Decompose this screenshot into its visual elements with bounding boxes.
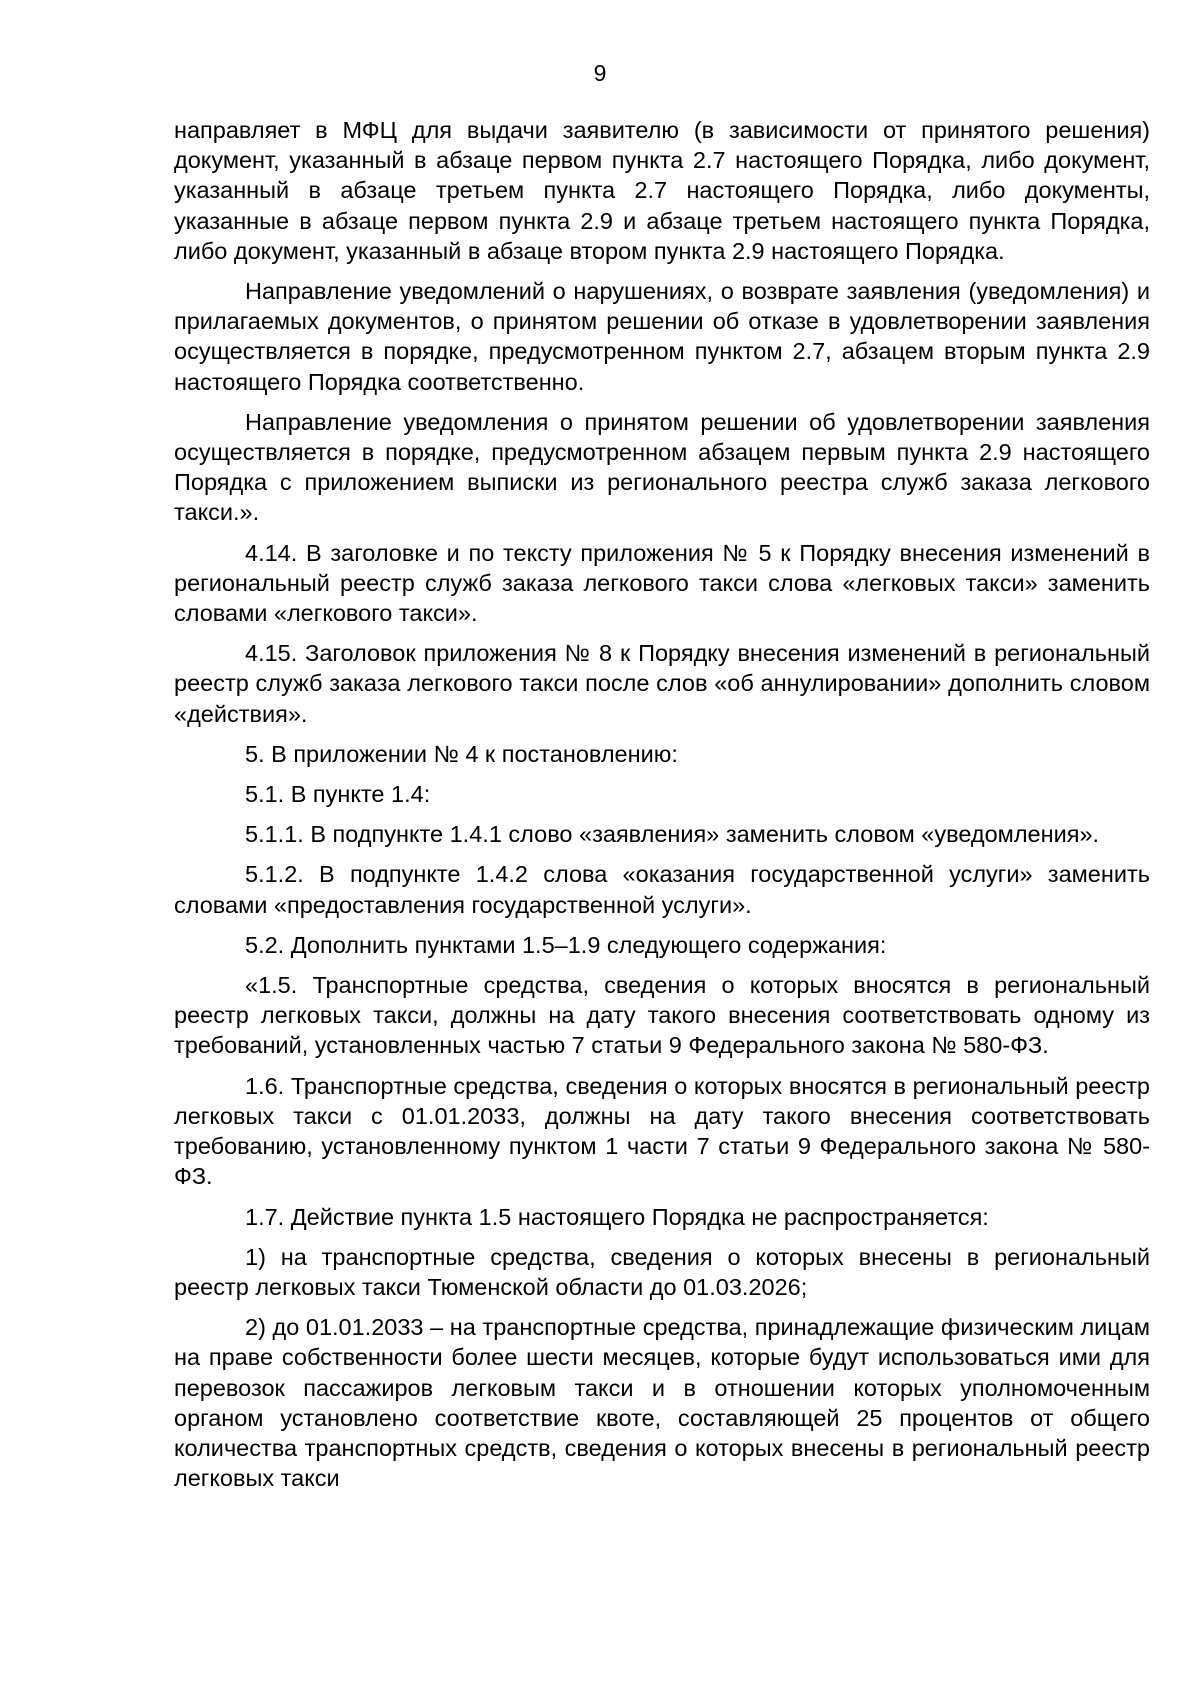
paragraph: 1.6. Транспортные средства, сведения о которых вносятся в региональный реестр легковых такси с 01.01.2033, должны на дату такого внесения соответствовать требованию, установленному пунктом 1 части 7 статьи 9 Федерального закона № 580-ФЗ. xyxy=(174,1072,1150,1190)
paragraph: 5.1.1. В подпункте 1.4.1 слово «заявления» заменить словом «уведомления». xyxy=(245,821,1100,848)
paragraph: 2) до 01.01.2033 – на транспортные средства, принадлежащие физическим лицам на праве собственности более шести месяцев, которые будут использоваться ими для перевозок пассажиров легковым такси и в отношении которых уполномоченным органом установлено соответствие квоте, составляющей 25 процентов от общего количества транспортных средств, сведения о которых внесены в региональный реестр легковых такси xyxy=(174,1314,1150,1492)
paragraph: 4.15. Заголовок приложения № 8 к Порядку внесения изменений в региональный реестр служб заказа легкового такси после слов «об аннулировании» дополнить словом «действия». xyxy=(174,640,1150,727)
paragraph: 4.14. В заголовке и по тексту приложения № 5 к Порядку внесения изменений в региональный реестр служб заказа легкового такси слова «легковых такси» заменить словами «легкового такси». xyxy=(174,539,1150,627)
paragraph: «1.5. Транспортные средства, сведения о которых вносятся в региональный реестр легковых такси, должны на дату такого внесения соответствовать одному из требований, установленных частью 7 статьи 9 Федерального закона № 580-ФЗ. xyxy=(174,972,1150,1059)
page-number: 9 xyxy=(593,60,607,86)
paragraph: 5.1. В пункте 1.4: xyxy=(245,781,431,808)
paragraph: 5. В приложении № 4 к постановлению: xyxy=(245,740,678,767)
paragraph: 1) на транспортные средства, сведения о которых внесены в региональный реестр легковых такси Тюменской области до 01.03.2026; xyxy=(174,1243,1150,1300)
paragraph: Направление уведомления о принятом решении об удовлетворении заявления осуществляется в порядке, предусмотренном абзацем первым пункта 2.9 настоящего Порядка с приложением выписки из регионального реестра служб заказа легкового такси.». xyxy=(174,408,1150,526)
paragraph: 1.7. Действие пункта 1.5 настоящего Порядка не распространяется: xyxy=(245,1203,989,1230)
paragraph: 5.1.2. В подпункте 1.4.2 слова «оказания государственной услуги» заменить словами «предоставления государственной услуги». xyxy=(174,861,1150,918)
document-body xyxy=(174,115,1150,1503)
paragraph: направляет в МФЦ для выдачи заявителю (в зависимости от принятого решения) документ, указанный в абзаце первом пункта 2.7 настоящего Порядка, либо документ, указанный в абзаце третьем пункта 2.7 настоящего Порядка, либо документы, указанные в абзаце первом пункта 2.9 и абзаце третьем настоящего пункта Порядка, либо документ, указанный в абзаце втором пункта 2.9 настоящего Порядка. xyxy=(174,117,1150,264)
paragraph: 5.2. Дополнить пунктами 1.5–1.9 следующего содержания: xyxy=(245,931,887,958)
paragraph: Направление уведомлений о нарушениях, о возврате заявления (уведомления) и прилагаемых документов, о принятом решении об отказе в удовлетворении заявления осуществляется в порядке, предусмотренном пунктом 2.7, абзацем вторым пункта 2.9 настоящего Порядка соответственно. xyxy=(174,278,1150,395)
